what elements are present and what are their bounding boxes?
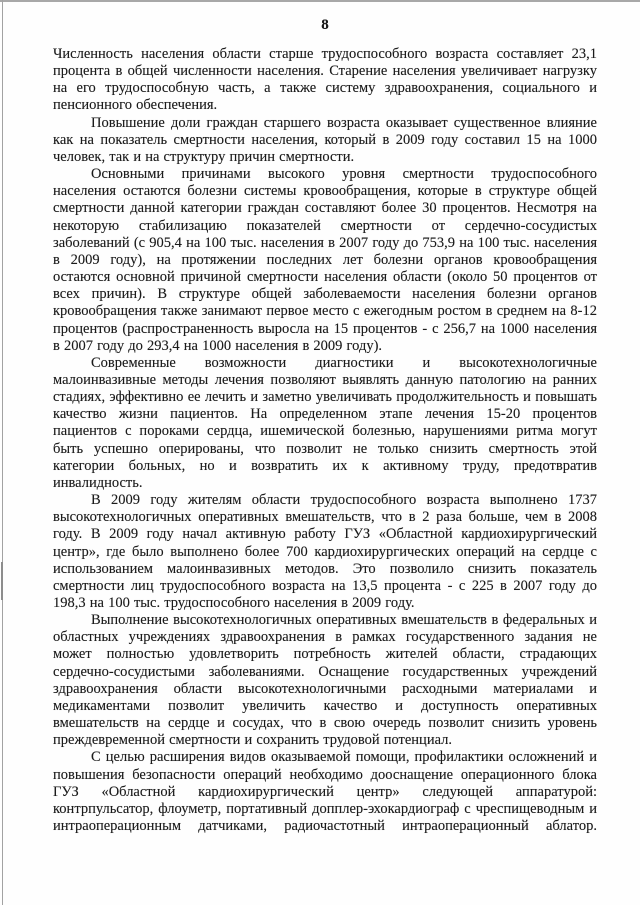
paragraph-modern-diagnostics: Современные возможности диагностики и высокотехнологичные малоинвазивные методы лечения позволяют выявлять данную патологию на ранних стадиях, эффективно ее лечить и заметно увеличивать продолжительность и повышать качество жизни пациентов. На определенном этапе лечения 15-20 процентов пациентов с пороками сердца, ишемической болезнью, нарушениями ритма могут быть успешно оперированы, что позволит не только снизить смертность этой категории больных, но и возвратить их к активному труду, предотвратив инвалидность. (53, 354, 597, 491)
paragraph-equipment-needs: С целью расширения видов оказываемой помощи, профилактики осложнений и повышения безопасности операций необходимо дооснащение операционного блока ГУЗ «Областной кардиохирургический центр» следующей аппаратурой: контрпульсатор, флоуметр, портативный допплер-эхокардиограф с чреспищеводным и интраоперационным датчиками, радиочастотный интраоперационный аблатор. (53, 749, 597, 835)
scan-edge-left (2, 0, 3, 905)
paragraph-federal-regional-capacity: Выполнение высокотехнологичных оперативных вмешательств в федеральных и областных учреждениях здравоохранения в рамках государственного задания не может полностью удовлетворить потребность жителей области, страдающих сердечно-сосудистыми заболеваниями. Оснащение государственных учреждений здравоохранения области высокотехнологичными расходными материалами и медикаментами позволит увеличить качество и доступность оперативных вмешательств на сердце и сосудах, что в свою очередь позволит снизить уровень преждевременной смертности и сохранить трудовой потенциал. (53, 612, 597, 749)
document-body (53, 46, 597, 835)
paragraph-elderly-share-mortality: Повышение доли граждан старшего возраста оказывает существенное влияние как на показатель смертности населения, который в 2009 году составил 15 на 1000 человек, так и на структуру причин смертности. (53, 114, 597, 165)
scan-edge-artifact (1, 562, 3, 600)
paragraph-circulatory-disease-causes: Основными причинами высокого уровня смертности трудоспособного населения остаются болезни системы кровообращения, которые в структуре общей смертности данной категории граждан составляют более 30 процентов. Несмотря на некоторую стабилизацию показателей смертности от сердечно-сосудистых заболеваний (с 905,4 на 100 тыс. населения в 2007 году до 753,9 на 100 тыс. населения в 2009 году), на протяжении последних лет болезни органов кровообращения остаются основной причиной смертности населения области (около 50 процентов от всех причин). В структуре общей заболеваемости населения болезни органов кровообращения также занимают первое место с ежегодным ростом в среднем на 8-12 процентов (распространенность выросла на 15 процентов - с 256,7 на 1000 населения в 2007 году до 293,4 на 1000 населения в 2009 году). (53, 166, 597, 354)
paragraph-population-over-working-age: Численность населения области старше трудоспособного возраста составляет 23,1 процента в общей численности населения. Старение населения увеличивает нагрузку на его трудоспособную часть, а также систему здравоохранения, социального и пенсионного обеспечения. (53, 46, 597, 114)
paragraph-2009-interventions: В 2009 году жителям области трудоспособного возраста выполнено 1737 высокотехнологичных оперативных вмешательств, что в 2 раза больше, чем в 2008 году. В 2009 году начал активную работу ГУЗ «Областной кардиохирургический центр», где было выполнено более 700 кардиохирургических операций на сердце с использованием малоинвазивных методов. Это позволило снизить показатель смертности лиц трудоспособного возраста на 13,5 процента - с 225 в 2007 году до 198,3 на 100 тыс. трудоспособного населения в 2009 году. (53, 492, 597, 611)
page-number: 8 (321, 17, 329, 33)
scan-edge-top (0, 0, 640, 2)
